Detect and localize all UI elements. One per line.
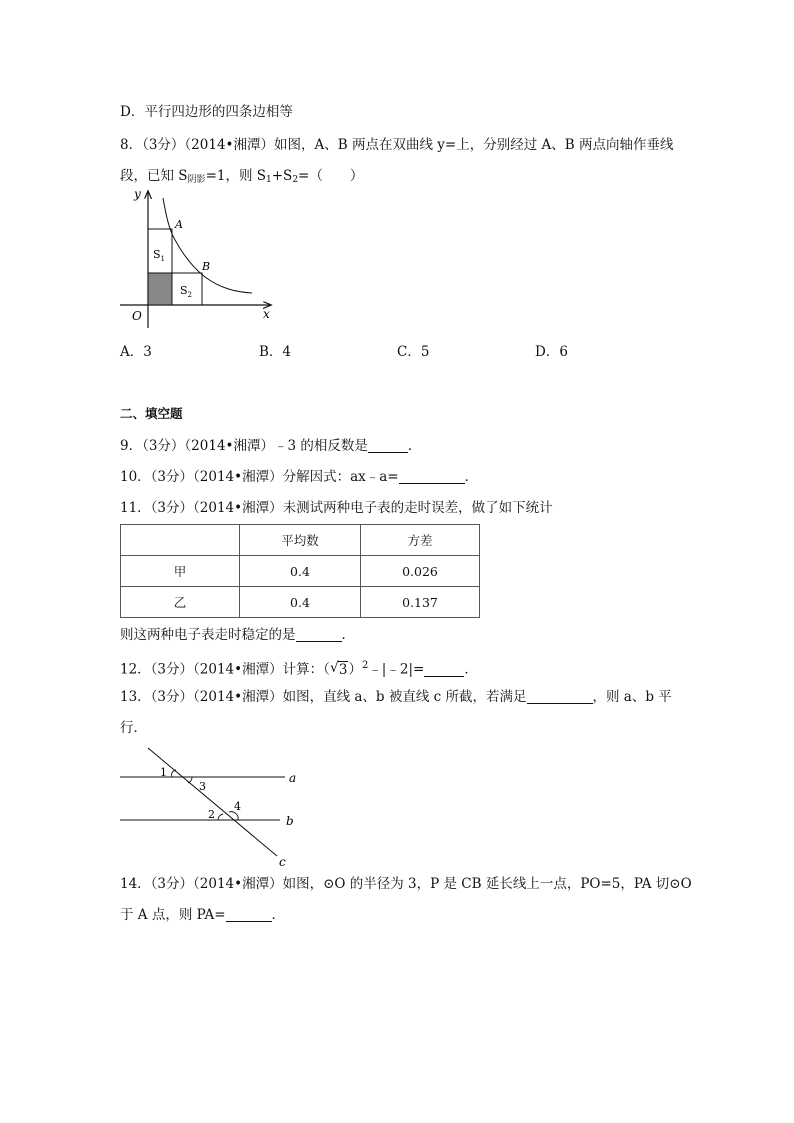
q8-x-label: x <box>263 307 270 321</box>
q12-rest: ﹣|﹣2|= <box>368 661 425 678</box>
q11-after-text: 则这两种电子表走时稳定的是 <box>120 627 296 643</box>
q10-end: ． <box>464 469 479 485</box>
section-2-title: 二、填空题 <box>120 406 183 421</box>
q12-sqrt-symbol: √ <box>329 659 339 676</box>
q12-power: 2 <box>361 660 369 671</box>
q9-end: ． <box>407 438 422 454</box>
table-cell: 0.4 <box>240 587 361 618</box>
table-cell: 0.026 <box>361 556 480 587</box>
q8-choice-a: A．3 <box>120 344 152 360</box>
q8-point-a-label: A <box>175 218 183 231</box>
table-header-cell: 平均数 <box>240 525 361 556</box>
q7-option-d: D．平行四边形的四条边相等 <box>120 104 293 120</box>
q14-answer-blank <box>226 907 272 922</box>
q13-text-end: ，则 a、b 平 <box>592 689 672 705</box>
q8-s1-subscript: 1 <box>266 175 272 185</box>
q11-after-end: ． <box>341 627 355 643</box>
q12-close-paren: ） <box>348 661 362 678</box>
q14-question: 于 A 点，则 PA= <box>120 907 226 923</box>
table-cell: 0.137 <box>361 587 480 618</box>
q8-choice-b: B．4 <box>259 344 292 360</box>
q8-shaded-subscript: 阴影 <box>187 175 206 185</box>
q13-question: 13．（3分）（2014•湘潭）如图，直线 a、b 被直线 c 所截，若满足 <box>120 689 527 705</box>
q13-line-c <box>148 748 277 856</box>
q8-text-line1: 8．（3分）（2014•湘潭）如图，A、B 两点在双曲线 y=上，分别经过 A、B 两点向轴作垂线 <box>120 137 674 153</box>
q8-point-b-label: B <box>202 260 211 273</box>
q12-question: 12．（3分）（2014•湘潭）计算：（ <box>120 661 330 678</box>
q8-s2-subscript: 2 <box>292 175 299 185</box>
q13-label-4: 4 <box>234 800 241 813</box>
q8-y-label: y <box>134 187 141 201</box>
table-cell: 乙 <box>121 587 240 618</box>
table-cell: 0.4 <box>240 556 361 587</box>
q8-line2-equals: =1，则 S <box>205 168 267 184</box>
q13-angle-2-arc <box>218 814 223 820</box>
q13-label-c: c <box>279 855 286 869</box>
q8-line2-end: =（ ） <box>298 168 364 184</box>
q8-s2-label: $S_2$ <box>180 284 193 299</box>
q13-text-line2: 行． <box>120 720 147 736</box>
q14-text-line2 <box>120 905 285 925</box>
q13-label-3: 3 <box>199 780 206 793</box>
q8-line2-prefix: 段，已知 S <box>120 168 188 184</box>
q8-choice-c: C．5 <box>397 344 430 360</box>
q11-text: 11．（3分）（2014•湘潭）未测试两种电子表的走时误差，做了如下统计 <box>120 500 553 516</box>
q13-label-1: 1 <box>160 766 167 779</box>
q12-end: ． <box>464 661 478 678</box>
q13-label-a: a <box>289 771 297 785</box>
q9-question: 9．（3分）（2014•湘潭）﹣3 的相反数是 <box>120 438 368 454</box>
q10-question: 10．（3分）（2014•湘潭）分解因式：ax﹣a= <box>120 469 399 485</box>
q13-label-2: 2 <box>208 808 215 821</box>
q13-label-b: b <box>286 814 294 828</box>
q8-s1-label: $S_1$ <box>153 248 166 263</box>
q8-choice-d: D．6 <box>535 344 568 360</box>
q12-radicand: 3 <box>338 661 348 678</box>
table-cell: 甲 <box>121 556 240 587</box>
q8-origin-label: O <box>132 309 142 323</box>
q8-plus: +S <box>271 168 293 184</box>
q14-text-line1: 14．（3分）（2014•湘潭）如图，⊙O 的半径为 3，P 是 CB 延长线上一点，PO=5，PA 切⊙O <box>120 876 692 892</box>
table-header-cell: 方差 <box>361 525 480 556</box>
q14-end: ． <box>271 907 286 923</box>
